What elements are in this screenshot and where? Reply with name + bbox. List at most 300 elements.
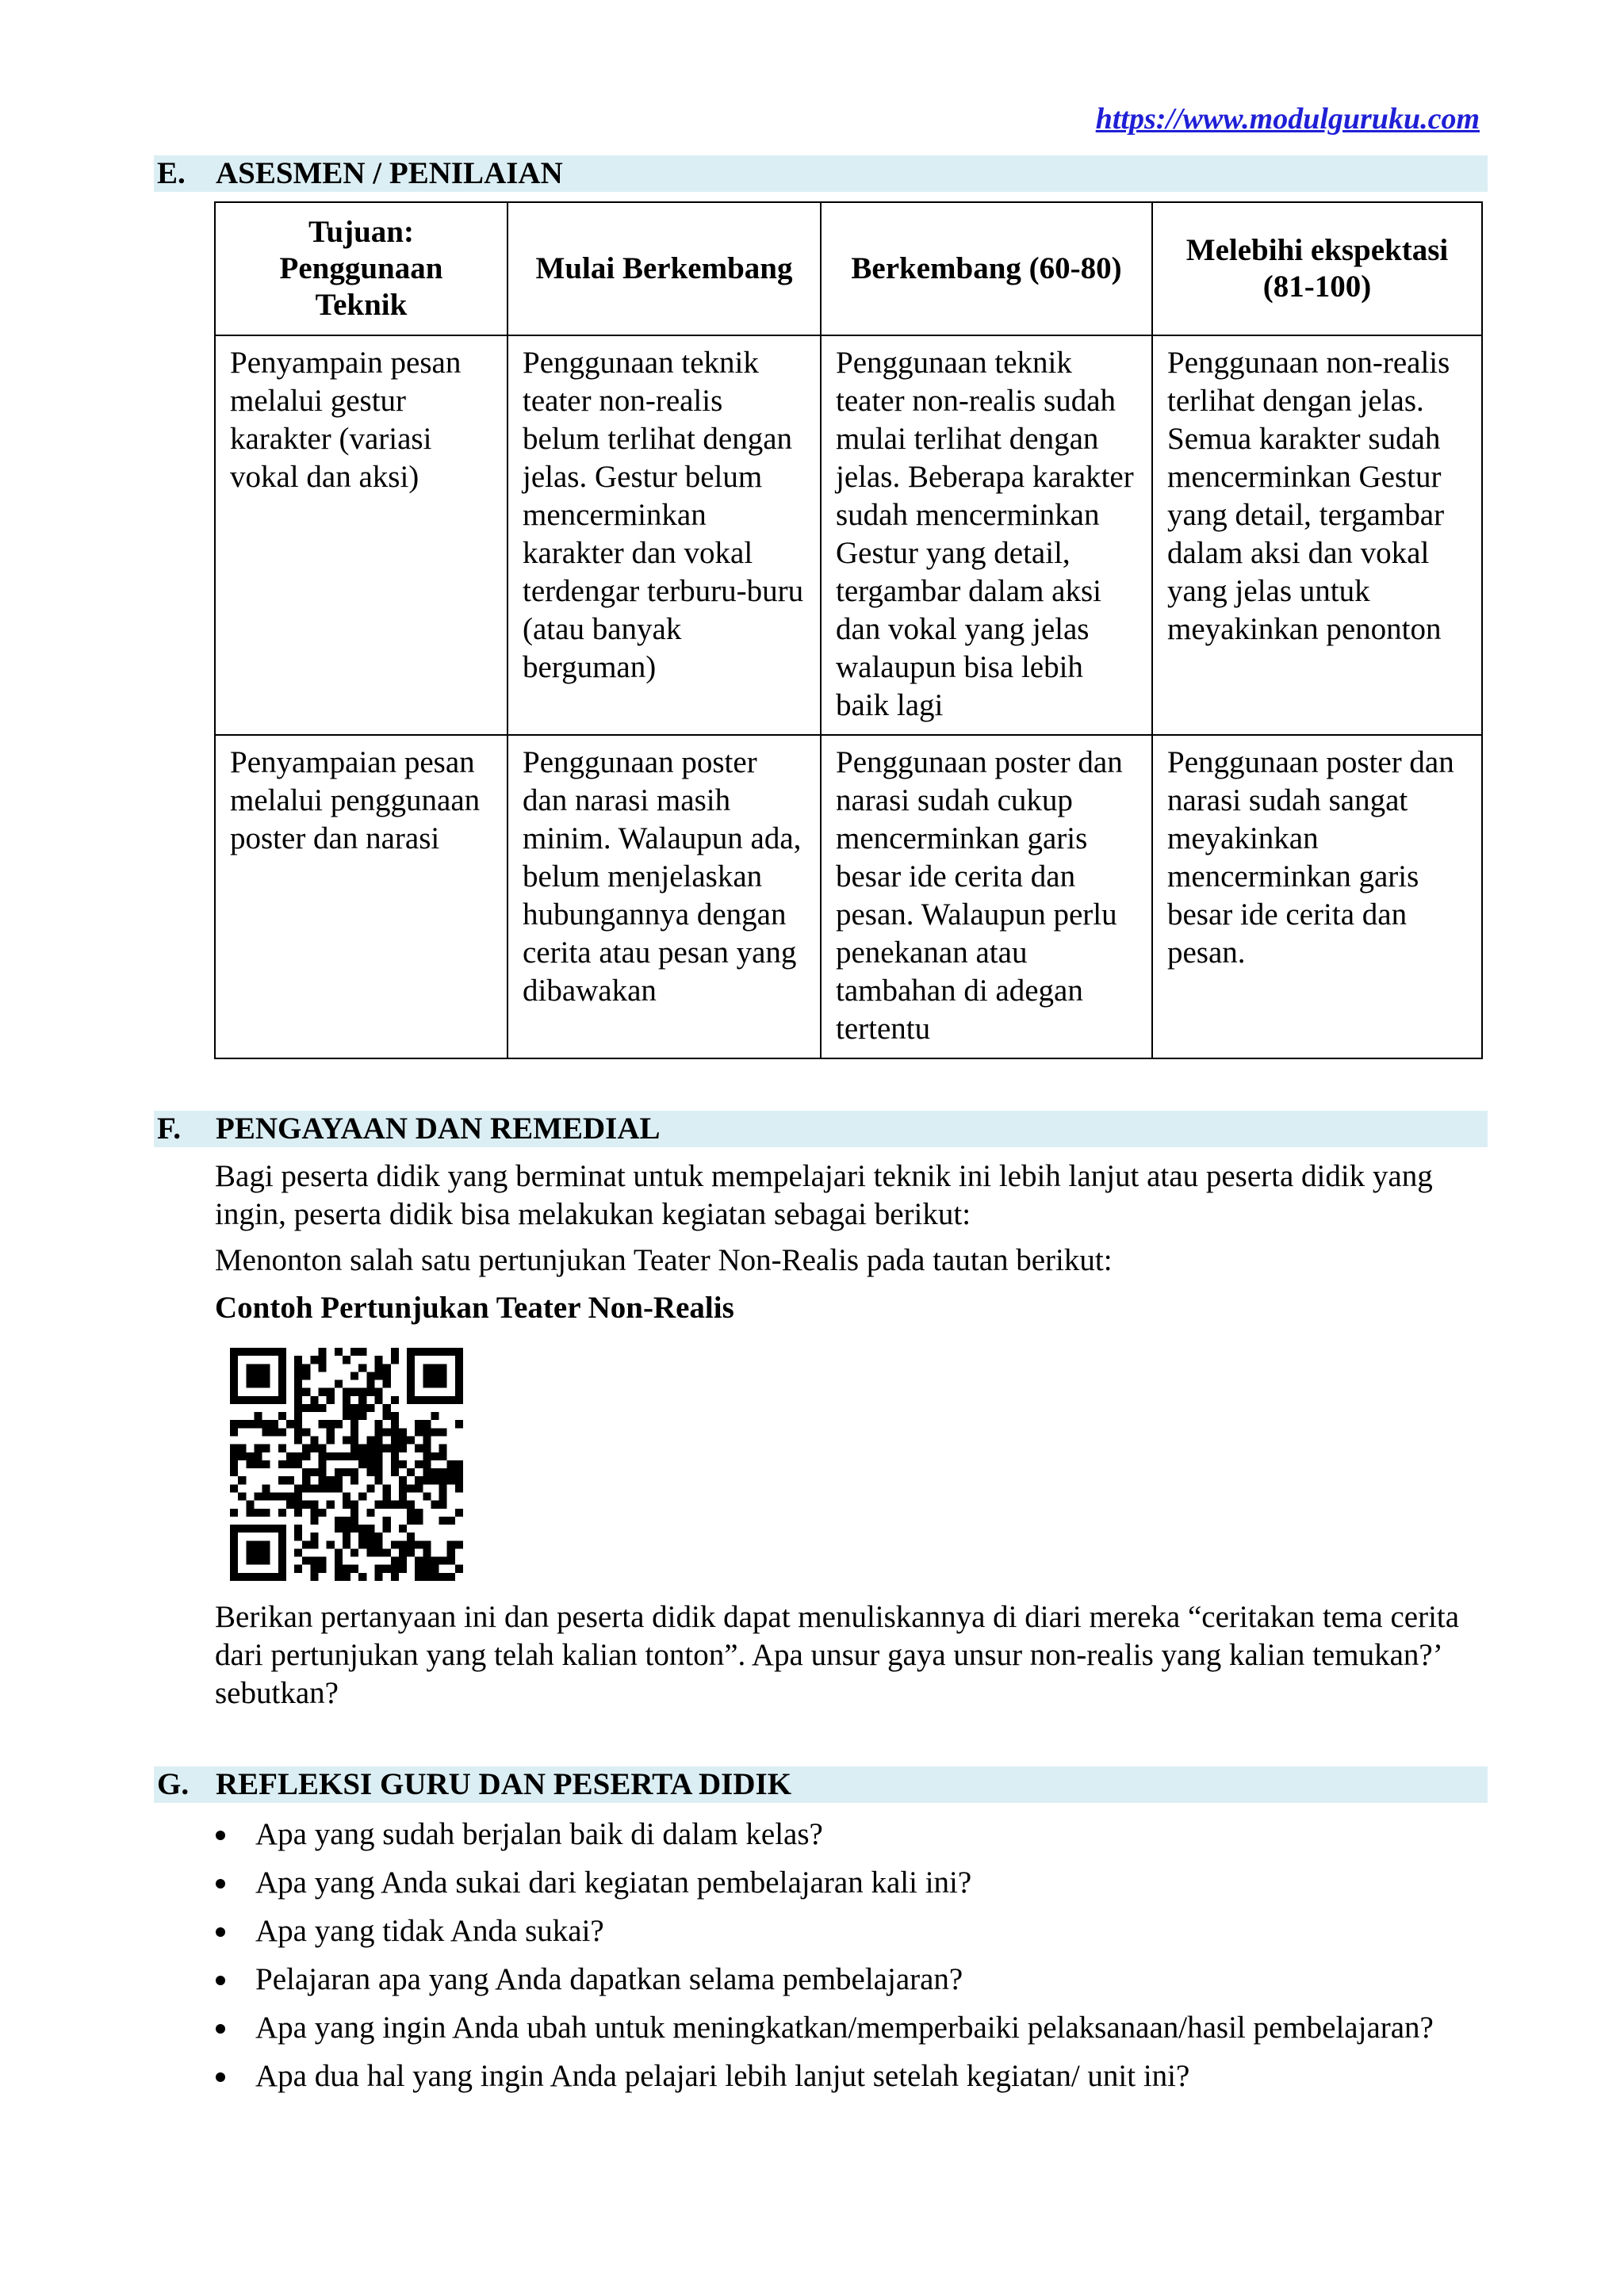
qr-module [431,1452,439,1460]
qr-module [302,1484,310,1492]
qr-module [415,1396,423,1404]
qr-module [447,1557,455,1565]
qr-module [358,1396,366,1404]
qr-module [343,1437,350,1445]
qr-module [302,1557,310,1565]
qr-module [391,1565,399,1573]
qr-module [366,1468,374,1476]
qr-module [246,1501,254,1509]
qr-module [383,1492,391,1500]
list-item-text: Apa yang Anda sukai dari kegiatan pembelajaran kali ini? [255,1866,972,1900]
qr-module [447,1548,455,1556]
qr-module [439,1372,447,1380]
qr-module [374,1372,382,1380]
qr-module [423,1468,431,1476]
qr-module [374,1396,382,1404]
qr-module [343,1388,350,1396]
qr-module [423,1437,431,1445]
qr-module [407,1372,415,1380]
qr-module [431,1468,439,1476]
qr-module [366,1437,374,1445]
qr-module [366,1404,374,1412]
section-title: ASESMEN / PENILAIAN [216,156,563,190]
qr-module [439,1364,447,1372]
section-title: PENGAYAAN DAN REMEDIAL [216,1112,661,1146]
section-letter: F. [157,1112,181,1146]
qr-module [383,1428,391,1436]
section-letter: G. [157,1767,190,1801]
qr-module [310,1396,318,1404]
qr-module [335,1557,343,1565]
qr-module [254,1396,262,1404]
qr-module [431,1501,439,1509]
qr-module [238,1420,246,1428]
qr-module [358,1573,366,1581]
qr-module [391,1412,399,1420]
qr-module [366,1484,374,1492]
qr-module [238,1445,246,1452]
qr-module [455,1372,463,1380]
qr-module [343,1573,350,1581]
qr-module [254,1492,262,1500]
qr-module [455,1348,463,1356]
qr-module [350,1388,358,1396]
assessment-rubric-table [214,201,1483,1059]
qr-module [423,1540,431,1548]
qr-module [310,1356,318,1364]
qr-module [407,1484,415,1492]
qr-module [439,1468,447,1476]
qr-module [327,1437,335,1445]
qr-module [399,1501,407,1509]
qr-module [399,1445,407,1452]
qr-module [399,1476,407,1484]
qr-module [358,1388,366,1396]
qr-module [455,1460,463,1468]
qr-module [350,1348,358,1356]
qr-module [254,1557,262,1565]
qr-module [230,1452,238,1460]
qr-module [310,1501,318,1509]
qr-module [423,1445,431,1452]
qr-module [391,1428,399,1436]
qr-module [294,1509,302,1517]
qr-module [286,1420,294,1428]
qr-module [447,1517,455,1525]
qr-module [455,1565,463,1573]
qr-module [246,1509,254,1517]
qr-module [278,1388,286,1396]
qr-module [230,1428,238,1436]
qr-module [294,1356,302,1364]
table-cell: Penggunaan poster dan narasi masih minim. Walaupun ada, belum menjelaskan hubungannya dengan cerita atau pesan yang dibawakan [508,735,821,1058]
qr-module [431,1565,439,1573]
qr-module [455,1380,463,1388]
qr-module [302,1372,310,1380]
qr-module [262,1492,270,1500]
qr-module [278,1476,286,1484]
list-item [214,1961,1483,1999]
qr-module [350,1445,358,1452]
header-cell-goal: Tujuan: Penggunaan Teknik [215,202,508,335]
qr-module [246,1525,254,1533]
qr-module [319,1452,327,1460]
qr-module [407,1437,415,1445]
qr-module [278,1540,286,1548]
list-item [214,2009,1483,2047]
qr-module [439,1445,447,1452]
qr-module [374,1476,382,1484]
qr-module [439,1484,447,1492]
qr-module [278,1348,286,1356]
table-cell: Penyampaian pesan melalui penggunaan poster dan narasi [215,735,508,1058]
qr-module [350,1468,358,1476]
qr-module [254,1460,262,1468]
qr-module [335,1548,343,1556]
qr-module [278,1548,286,1556]
qr-module [358,1492,366,1500]
qr-module [350,1404,358,1412]
qr-module [358,1404,366,1412]
qr-module [374,1533,382,1540]
qr-module [391,1420,399,1428]
qr-module [327,1388,335,1396]
qr-module [262,1484,270,1492]
qr-module [423,1372,431,1380]
qr-module [278,1412,286,1420]
qr-module [350,1501,358,1509]
qr-module [407,1548,415,1556]
list-item [214,1912,1483,1950]
qr-module [302,1468,310,1476]
qr-module [366,1445,374,1452]
header-cell-beginning: Mulai Berkembang [508,202,821,335]
qr-module [294,1565,302,1573]
list-item-text: Apa yang ingin Anda ubah untuk meningkatkan/memperbaiki pelaksanaan/hasil pembelajaran? [255,2011,1434,2045]
qr-module [302,1452,310,1460]
qr-module [230,1573,238,1581]
qr-module [335,1380,343,1388]
qr-module [407,1501,415,1509]
qr-module [366,1388,374,1396]
qr-module [374,1445,382,1452]
qr-module [335,1525,343,1533]
qr-module [423,1548,431,1556]
qr-module [286,1476,294,1484]
qr-module [391,1437,399,1445]
qr-module [415,1420,423,1428]
qr-module [350,1420,358,1428]
qr-module [294,1525,302,1533]
qr-module [246,1460,254,1468]
qr-module [343,1404,350,1412]
qr-module [399,1428,407,1436]
qr-module [327,1452,335,1460]
qr-module [431,1557,439,1565]
qr-module [230,1460,238,1468]
qr-module [407,1364,415,1372]
qr-module [415,1557,423,1565]
qr-module [447,1573,455,1581]
list-item [214,1816,1483,1854]
qr-module [374,1460,382,1468]
qr-module [374,1420,382,1428]
qr-module [262,1396,270,1404]
qr-module [286,1492,294,1500]
qr-module [415,1509,423,1517]
qr-module [374,1452,382,1460]
qr-module [423,1380,431,1388]
qr-module [350,1509,358,1517]
section-e-heading [154,155,1488,192]
qr-module [335,1468,343,1476]
qr-module [254,1348,262,1356]
qr-module [310,1540,318,1548]
qr-module [383,1517,391,1525]
qr-module [238,1492,246,1500]
qr-module [431,1364,439,1372]
qr-module [407,1468,415,1476]
qr-module [230,1509,238,1517]
qr-module [383,1525,391,1533]
qr-module [278,1445,286,1452]
qr-module [399,1548,407,1556]
qr-module [238,1573,246,1581]
qr-module [447,1468,455,1476]
qr-module [350,1372,358,1380]
qr-module [319,1565,327,1573]
qr-module [327,1476,335,1484]
list-item-text: Apa yang tidak Anda sukai? [255,1914,604,1948]
qr-module [407,1380,415,1388]
qr-module [246,1540,254,1548]
qr-module [439,1517,447,1525]
qr-module [415,1484,423,1492]
qr-module [302,1476,310,1484]
qr-module [358,1452,366,1460]
qr-module [327,1501,335,1509]
qr-module [366,1548,374,1556]
qr-module [230,1348,238,1356]
qr-module [335,1517,343,1525]
qr-module [431,1428,439,1436]
qr-module [407,1517,415,1525]
qr-module [407,1348,415,1356]
qr-module [423,1565,431,1573]
qr-module [302,1501,310,1509]
qr-module [310,1468,318,1476]
qr-module [230,1468,238,1476]
bullet-icon [216,2024,225,2034]
qr-module [286,1501,294,1509]
qr-module [447,1476,455,1484]
qr-module [262,1540,270,1548]
qr-module [294,1412,302,1420]
qr-module [262,1460,270,1468]
qr-module [238,1348,246,1356]
qr-module [310,1533,318,1540]
qr-module [391,1452,399,1460]
qr-module [431,1476,439,1484]
qr-module [230,1525,238,1533]
qr-module [455,1356,463,1364]
qr-module [294,1364,302,1372]
qr-module [423,1476,431,1484]
qr-module [439,1348,447,1356]
qr-module [415,1573,423,1581]
qr-module [343,1525,350,1533]
qr-module [374,1388,382,1396]
qr-module [302,1445,310,1452]
enrichment-instruction: Menonton salah satu pertunjukan Teater Non-Realis pada tautan berikut: [215,1243,1113,1277]
qr-module [270,1492,278,1500]
qr-module [270,1348,278,1356]
list-item [214,2057,1483,2095]
qr-module [374,1573,382,1581]
qr-module [399,1525,407,1533]
qr-module [254,1412,262,1420]
qr-module [327,1420,335,1428]
qr-module [254,1420,262,1428]
qr-module [343,1533,350,1540]
qr-module [407,1533,415,1540]
qr-module [278,1364,286,1372]
qr-module [319,1468,327,1476]
qr-module [278,1557,286,1565]
qr-module [374,1437,382,1445]
qr-module [254,1372,262,1380]
qr-module [327,1540,335,1548]
qr-module [366,1452,374,1460]
qr-code-icon[interactable] [230,1348,463,1581]
qr-module [238,1476,246,1484]
qr-module [278,1380,286,1388]
table-cell: Penggunaan poster dan narasi sudah cukup mencerminkan garis besar ide cerita dan pesan. Walaupun perlu penekanan atau tambahan di adegan tertentu [821,735,1152,1058]
qr-module [310,1437,318,1445]
qr-module [431,1573,439,1581]
qr-module [358,1348,366,1356]
qr-module [230,1557,238,1565]
qr-module [415,1540,423,1548]
table-row [215,335,1482,735]
qr-module [254,1548,262,1556]
qr-module [262,1364,270,1372]
qr-module [327,1484,335,1492]
qr-module [262,1548,270,1556]
qr-module [343,1468,350,1476]
qr-module [343,1412,350,1420]
qr-module [238,1452,246,1460]
qr-module [399,1565,407,1573]
qr-module [294,1388,302,1396]
qr-module [439,1557,447,1565]
qr-module [383,1364,391,1372]
table-cell: Penggunaan teknik teater non-realis belum terlihat dengan jelas. Gestur belum mencerminkan karakter dan vokal terdengar terburu-buru (atau banyak berguman) [508,335,821,735]
qr-module [407,1396,415,1404]
qr-module [374,1364,382,1372]
qr-module [455,1468,463,1476]
qr-module [366,1540,374,1548]
qr-module [383,1565,391,1573]
qr-module [350,1412,358,1420]
qr-module [327,1396,335,1404]
qr-module [278,1428,286,1436]
qr-module [343,1501,350,1509]
qr-module [319,1445,327,1452]
qr-module [358,1525,366,1533]
qr-module [278,1372,286,1380]
qr-module [391,1557,399,1565]
qr-module [423,1348,431,1356]
qr-module [415,1428,423,1436]
qr-module [302,1404,310,1412]
qr-module [366,1509,374,1517]
qr-module [383,1372,391,1380]
qr-module [246,1380,254,1388]
qr-module [319,1356,327,1364]
qr-module [431,1372,439,1380]
qr-module [230,1396,238,1404]
qr-module [439,1501,447,1509]
qr-module [447,1348,455,1356]
list-item-text: Apa dua hal yang ingin Anda pelajari lebih lanjut setelah kegiatan/ unit ini? [255,2059,1190,2093]
qr-module [343,1492,350,1500]
qr-module [423,1557,431,1565]
qr-module [294,1380,302,1388]
qr-module [262,1509,270,1517]
qr-module [230,1540,238,1548]
qr-module [399,1492,407,1500]
header-url-link[interactable]: https://www.modulguruku.com [1095,102,1480,136]
qr-module [254,1509,262,1517]
qr-module [431,1348,439,1356]
qr-module [262,1348,270,1356]
qr-module [407,1509,415,1517]
qr-module [374,1548,382,1556]
qr-module [391,1356,399,1364]
qr-module [391,1460,399,1468]
qr-module [335,1348,343,1356]
qr-module [439,1476,447,1484]
qr-module [455,1388,463,1396]
qr-module [278,1492,286,1500]
qr-module [319,1348,327,1356]
qr-module [270,1396,278,1404]
qr-module [383,1412,391,1420]
qr-module [319,1476,327,1484]
qr-module [358,1364,366,1372]
qr-module [319,1388,327,1396]
bullet-icon [216,2072,225,2082]
qr-module [278,1396,286,1404]
qr-module [423,1364,431,1372]
qr-module [262,1420,270,1428]
qr-module [294,1460,302,1468]
qr-module [455,1484,463,1492]
qr-module [254,1364,262,1372]
qr-module [246,1372,254,1380]
qr-module [439,1452,447,1460]
qr-module [294,1501,302,1509]
qr-module [278,1356,286,1364]
qr-module [319,1557,327,1565]
qr-module [455,1396,463,1404]
qr-module [335,1484,343,1492]
section-g-heading [154,1766,1488,1803]
qr-module [278,1533,286,1540]
qr-module [374,1540,382,1548]
qr-module [254,1525,262,1533]
